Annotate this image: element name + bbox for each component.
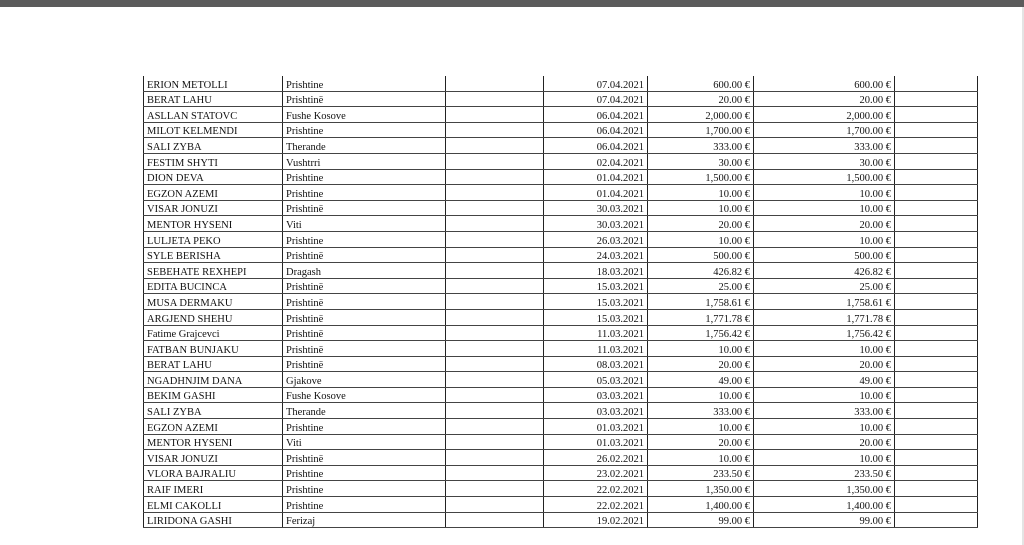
name-cell: SEBEHATE REXHEPI <box>144 263 283 279</box>
amount-cell: 10.00 € <box>648 200 754 216</box>
name-cell: BERAT LAHU <box>144 356 283 372</box>
name-cell: LIRIDONA GASHI <box>144 512 283 528</box>
amount-cell: 333.00 € <box>648 138 754 154</box>
empty-cell <box>895 403 978 419</box>
name-cell: ERION METOLLI <box>144 76 283 91</box>
total-cell: 426.82 € <box>754 263 895 279</box>
total-cell: 10.00 € <box>754 200 895 216</box>
date-cell: 02.04.2021 <box>544 153 648 169</box>
name-cell: NGADHNJIM DANA <box>144 372 283 388</box>
blank-cell <box>446 465 544 481</box>
table-row <box>144 341 978 357</box>
name-cell: EGZON AZEMI <box>144 185 283 201</box>
empty-cell <box>895 325 978 341</box>
table-row <box>144 278 978 294</box>
total-cell: 49.00 € <box>754 372 895 388</box>
amount-cell: 10.00 € <box>648 231 754 247</box>
table-row <box>144 497 978 513</box>
table-row <box>144 481 978 497</box>
date-cell: 15.03.2021 <box>544 309 648 325</box>
city-cell: Prishtinë <box>283 91 446 107</box>
total-cell: 10.00 € <box>754 450 895 466</box>
city-cell: Prishtinë <box>283 341 446 357</box>
city-cell: Fushe Kosove <box>283 387 446 403</box>
name-cell: Fatime Grajcevci <box>144 325 283 341</box>
date-cell: 15.03.2021 <box>544 294 648 310</box>
blank-cell <box>446 294 544 310</box>
total-cell: 233.50 € <box>754 465 895 481</box>
total-cell: 1,758.61 € <box>754 294 895 310</box>
city-cell: Therande <box>283 403 446 419</box>
total-cell: 2,000.00 € <box>754 107 895 123</box>
table-row <box>144 403 978 419</box>
table-row <box>144 185 978 201</box>
name-cell: EGZON AZEMI <box>144 419 283 435</box>
city-cell: Prishtinë <box>283 294 446 310</box>
date-cell: 06.04.2021 <box>544 122 648 138</box>
name-cell: BERAT LAHU <box>144 91 283 107</box>
viewer-top-bar <box>0 0 1024 7</box>
name-cell: SYLE BERISHA <box>144 247 283 263</box>
amount-cell: 1,500.00 € <box>648 169 754 185</box>
empty-cell <box>895 231 978 247</box>
table-row <box>144 387 978 403</box>
name-cell: FESTIM SHYTI <box>144 153 283 169</box>
blank-cell <box>446 372 544 388</box>
city-cell: Prishtinë <box>283 278 446 294</box>
amount-cell: 2,000.00 € <box>648 107 754 123</box>
amount-cell: 233.50 € <box>648 465 754 481</box>
total-cell: 333.00 € <box>754 138 895 154</box>
table-row <box>144 247 978 263</box>
city-cell: Prishtine <box>283 169 446 185</box>
date-cell: 26.02.2021 <box>544 450 648 466</box>
empty-cell <box>895 309 978 325</box>
empty-cell <box>895 419 978 435</box>
amount-cell: 1,350.00 € <box>648 481 754 497</box>
total-cell: 1,350.00 € <box>754 481 895 497</box>
total-cell: 500.00 € <box>754 247 895 263</box>
table-row <box>144 169 978 185</box>
table-row <box>144 309 978 325</box>
city-cell: Prishtinë <box>283 200 446 216</box>
city-cell: Prishtinë <box>283 325 446 341</box>
total-cell: 1,500.00 € <box>754 169 895 185</box>
total-cell: 333.00 € <box>754 403 895 419</box>
empty-cell <box>895 91 978 107</box>
city-cell: Prishtinë <box>283 356 446 372</box>
date-cell: 06.04.2021 <box>544 138 648 154</box>
total-cell: 30.00 € <box>754 153 895 169</box>
date-cell: 15.03.2021 <box>544 278 648 294</box>
date-cell: 07.04.2021 <box>544 76 648 91</box>
amount-cell: 20.00 € <box>648 356 754 372</box>
empty-cell <box>895 122 978 138</box>
total-cell: 1,400.00 € <box>754 497 895 513</box>
table-row <box>144 325 978 341</box>
name-cell: MUSA DERMAKU <box>144 294 283 310</box>
city-cell: Prishtine <box>283 419 446 435</box>
amount-cell: 20.00 € <box>648 91 754 107</box>
empty-cell <box>895 434 978 450</box>
blank-cell <box>446 76 544 91</box>
empty-cell <box>895 465 978 481</box>
city-cell: Prishtine <box>283 231 446 247</box>
total-cell: 25.00 € <box>754 278 895 294</box>
blank-cell <box>446 216 544 232</box>
empty-cell <box>895 372 978 388</box>
empty-cell <box>895 294 978 310</box>
table-row <box>144 450 978 466</box>
amount-cell: 1,756.42 € <box>648 325 754 341</box>
total-cell: 10.00 € <box>754 185 895 201</box>
amount-cell: 20.00 € <box>648 216 754 232</box>
table-row <box>144 76 978 91</box>
total-cell: 20.00 € <box>754 91 895 107</box>
table-row <box>144 294 978 310</box>
name-cell: SALI ZYBA <box>144 403 283 419</box>
date-cell: 19.02.2021 <box>544 512 648 528</box>
empty-cell <box>895 216 978 232</box>
table-row <box>144 231 978 247</box>
blank-cell <box>446 341 544 357</box>
date-cell: 24.03.2021 <box>544 247 648 263</box>
total-cell: 99.00 € <box>754 512 895 528</box>
blank-cell <box>446 107 544 123</box>
table-row <box>144 107 978 123</box>
name-cell: BEKIM GASHI <box>144 387 283 403</box>
date-cell: 01.03.2021 <box>544 419 648 435</box>
name-cell: DION DEVA <box>144 169 283 185</box>
amount-cell: 49.00 € <box>648 372 754 388</box>
blank-cell <box>446 278 544 294</box>
blank-cell <box>446 497 544 513</box>
date-cell: 18.03.2021 <box>544 263 648 279</box>
amount-cell: 600.00 € <box>648 76 754 91</box>
table-row <box>144 372 978 388</box>
blank-cell <box>446 231 544 247</box>
name-cell: MENTOR HYSENI <box>144 434 283 450</box>
amount-cell: 30.00 € <box>648 153 754 169</box>
city-cell: Prishtinë <box>283 309 446 325</box>
date-cell: 01.04.2021 <box>544 169 648 185</box>
name-cell: EDITA BUCINCA <box>144 278 283 294</box>
blank-cell <box>446 200 544 216</box>
name-cell: ARGJEND SHEHU <box>144 309 283 325</box>
name-cell: ELMI CAKOLLI <box>144 497 283 513</box>
date-cell: 01.04.2021 <box>544 185 648 201</box>
amount-cell: 10.00 € <box>648 419 754 435</box>
date-cell: 03.03.2021 <box>544 387 648 403</box>
empty-cell <box>895 263 978 279</box>
table-row <box>144 434 978 450</box>
empty-cell <box>895 278 978 294</box>
empty-cell <box>895 169 978 185</box>
date-cell: 05.03.2021 <box>544 372 648 388</box>
total-cell: 10.00 € <box>754 419 895 435</box>
name-cell: SALI ZYBA <box>144 138 283 154</box>
amount-cell: 20.00 € <box>648 434 754 450</box>
city-cell: Gjakove <box>283 372 446 388</box>
table-row <box>144 122 978 138</box>
name-cell: MENTOR HYSENI <box>144 216 283 232</box>
city-cell: Dragash <box>283 263 446 279</box>
amount-cell: 25.00 € <box>648 278 754 294</box>
date-cell: 11.03.2021 <box>544 341 648 357</box>
name-cell: VISAR JONUZI <box>144 450 283 466</box>
empty-cell <box>895 247 978 263</box>
city-cell: Fushe Kosove <box>283 107 446 123</box>
empty-cell <box>895 481 978 497</box>
date-cell: 07.04.2021 <box>544 91 648 107</box>
empty-cell <box>895 512 978 528</box>
date-cell: 30.03.2021 <box>544 216 648 232</box>
name-cell: FATBAN BUNJAKU <box>144 341 283 357</box>
blank-cell <box>446 91 544 107</box>
city-cell: Prishtine <box>283 185 446 201</box>
blank-cell <box>446 247 544 263</box>
amount-cell: 500.00 € <box>648 247 754 263</box>
table-row <box>144 263 978 279</box>
empty-cell <box>895 107 978 123</box>
blank-cell <box>446 434 544 450</box>
amount-cell: 1,771.78 € <box>648 309 754 325</box>
amount-cell: 426.82 € <box>648 263 754 279</box>
blank-cell <box>446 512 544 528</box>
name-cell: VISAR JONUZI <box>144 200 283 216</box>
blank-cell <box>446 325 544 341</box>
city-cell: Therande <box>283 138 446 154</box>
total-cell: 10.00 € <box>754 387 895 403</box>
name-cell: ASLLAN STATOVC <box>144 107 283 123</box>
blank-cell <box>446 185 544 201</box>
total-cell: 20.00 € <box>754 434 895 450</box>
empty-cell <box>895 153 978 169</box>
city-cell: Prishtinë <box>283 450 446 466</box>
amount-cell: 10.00 € <box>648 450 754 466</box>
amount-cell: 10.00 € <box>648 341 754 357</box>
date-cell: 03.03.2021 <box>544 403 648 419</box>
amount-cell: 1,758.61 € <box>648 294 754 310</box>
empty-cell <box>895 450 978 466</box>
city-cell: Viti <box>283 434 446 450</box>
table-row <box>144 216 978 232</box>
empty-cell <box>895 200 978 216</box>
date-cell: 26.03.2021 <box>544 231 648 247</box>
total-cell: 1,771.78 € <box>754 309 895 325</box>
table-row <box>144 419 978 435</box>
blank-cell <box>446 169 544 185</box>
empty-cell <box>895 356 978 372</box>
amount-cell: 10.00 € <box>648 185 754 201</box>
table-row <box>144 91 978 107</box>
date-cell: 22.02.2021 <box>544 497 648 513</box>
empty-cell <box>895 185 978 201</box>
blank-cell <box>446 403 544 419</box>
donations-table-body <box>144 76 978 528</box>
name-cell: VLORA BAJRALIU <box>144 465 283 481</box>
date-cell: 23.02.2021 <box>544 465 648 481</box>
city-cell: Prishtine <box>283 481 446 497</box>
date-cell: 30.03.2021 <box>544 200 648 216</box>
city-cell: Prishtinë <box>283 247 446 263</box>
blank-cell <box>446 356 544 372</box>
table-row <box>144 465 978 481</box>
date-cell: 08.03.2021 <box>544 356 648 372</box>
city-cell: Prishtine <box>283 76 446 91</box>
total-cell: 600.00 € <box>754 76 895 91</box>
table-row <box>144 356 978 372</box>
total-cell: 20.00 € <box>754 356 895 372</box>
name-cell: LULJETA PEKO <box>144 231 283 247</box>
table-row <box>144 512 978 528</box>
empty-cell <box>895 138 978 154</box>
blank-cell <box>446 450 544 466</box>
total-cell: 20.00 € <box>754 216 895 232</box>
blank-cell <box>446 481 544 497</box>
city-cell: Prishtine <box>283 497 446 513</box>
table-row <box>144 138 978 154</box>
empty-cell <box>895 497 978 513</box>
city-cell: Ferizaj <box>283 512 446 528</box>
blank-cell <box>446 387 544 403</box>
amount-cell: 1,400.00 € <box>648 497 754 513</box>
blank-cell <box>446 309 544 325</box>
amount-cell: 333.00 € <box>648 403 754 419</box>
amount-cell: 1,700.00 € <box>648 122 754 138</box>
city-cell: Prishtine <box>283 465 446 481</box>
table-row <box>144 153 978 169</box>
blank-cell <box>446 419 544 435</box>
date-cell: 22.02.2021 <box>544 481 648 497</box>
table-row <box>144 200 978 216</box>
blank-cell <box>446 122 544 138</box>
name-cell: RAIF IMERI <box>144 481 283 497</box>
donations-table <box>143 76 978 528</box>
date-cell: 06.04.2021 <box>544 107 648 123</box>
empty-cell <box>895 341 978 357</box>
blank-cell <box>446 138 544 154</box>
total-cell: 1,756.42 € <box>754 325 895 341</box>
total-cell: 10.00 € <box>754 231 895 247</box>
city-cell: Viti <box>283 216 446 232</box>
empty-cell <box>895 76 978 91</box>
blank-cell <box>446 153 544 169</box>
city-cell: Vushtrri <box>283 153 446 169</box>
name-cell: MILOT KELMENDI <box>144 122 283 138</box>
total-cell: 10.00 € <box>754 341 895 357</box>
amount-cell: 99.00 € <box>648 512 754 528</box>
total-cell: 1,700.00 € <box>754 122 895 138</box>
city-cell: Prishtine <box>283 122 446 138</box>
date-cell: 01.03.2021 <box>544 434 648 450</box>
empty-cell <box>895 387 978 403</box>
blank-cell <box>446 263 544 279</box>
date-cell: 11.03.2021 <box>544 325 648 341</box>
amount-cell: 10.00 € <box>648 387 754 403</box>
